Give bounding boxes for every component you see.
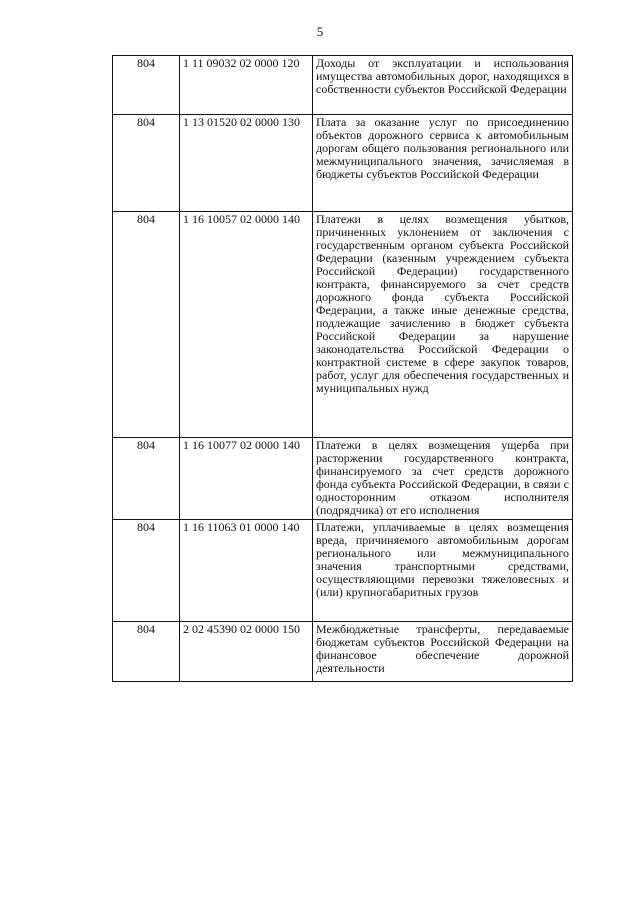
admin-code-cell: 804 bbox=[113, 622, 180, 682]
admin-code-cell: 804 bbox=[113, 212, 180, 438]
kbk-code-cell: 1 11 09032 02 0000 120 bbox=[180, 56, 313, 115]
kbk-code-cell: 1 13 01520 02 0000 130 bbox=[180, 115, 313, 212]
revenue-name-cell: Межбюджетные трансферты, передаваемые бюджетам субъектов Российской Федерации на финансовое обеспечение дорожной деятельности bbox=[313, 622, 573, 682]
table-row bbox=[113, 115, 573, 212]
kbk-code-cell: 1 16 11063 01 0000 140 bbox=[180, 520, 313, 622]
admin-code-cell: 804 bbox=[113, 520, 180, 622]
revenue-name-cell: Плата за оказание услуг по присоединению объектов дорожного сервиса к автомобильным дорогам общего пользования регионального или межмуниципального значения, зачисляемая в бюджеты субъектов Российской Федерации bbox=[313, 115, 573, 212]
table-row bbox=[113, 438, 573, 520]
revenue-name-cell: Платежи в целях возмещения убытков, причиненных уклонением от заключения с государственным органом субъекта Российской Федерации (казенным учреждением субъекта Российской Федерации) государственного контракта, финансируемого за счет средств дорожного фонда субъекта Российской Федерации, а также иные денежные средства, подлежащие зачислению в бюджет субъекта Российской Федерации за нарушение законодательства Российской Федерации о контрактной системе в сфере закупок товаров, работ, услуг для обеспечения государственных и муниципальных нужд bbox=[313, 212, 573, 438]
table-row bbox=[113, 56, 573, 115]
kbk-code-cell: 1 16 10077 02 0000 140 bbox=[180, 438, 313, 520]
revenue-codes-table bbox=[112, 55, 573, 682]
admin-code-cell: 804 bbox=[113, 438, 180, 520]
table-row bbox=[113, 212, 573, 438]
table-row bbox=[113, 520, 573, 622]
revenue-name-cell: Платежи, уплачиваемые в целях возмещения вреда, причиняемого автомобильным дорогам регионального или межмуниципального значения транспортными средствами, осуществляющими перевозки тяжеловесных и (или) крупногабаритных грузов bbox=[313, 520, 573, 622]
table-row bbox=[113, 622, 573, 682]
admin-code-cell: 804 bbox=[113, 56, 180, 115]
revenue-name-cell: Платежи в целях возмещения ущерба при расторжении государственного контракта, финансируемого за счет средств дорожного фонда субъекта Российской Федерации, в связи с односторонним отказом исполнителя (подрядчика) от его исполнения bbox=[313, 438, 573, 520]
kbk-code-cell: 1 16 10057 02 0000 140 bbox=[180, 212, 313, 438]
admin-code-cell: 804 bbox=[113, 115, 180, 212]
page-number: 5 bbox=[316, 24, 324, 39]
kbk-code-cell: 2 02 45390 02 0000 150 bbox=[180, 622, 313, 682]
revenue-name-cell: Доходы от эксплуатации и использования имущества автомобильных дорог, находящихся в собственности субъектов Российской Федерации bbox=[313, 56, 573, 115]
